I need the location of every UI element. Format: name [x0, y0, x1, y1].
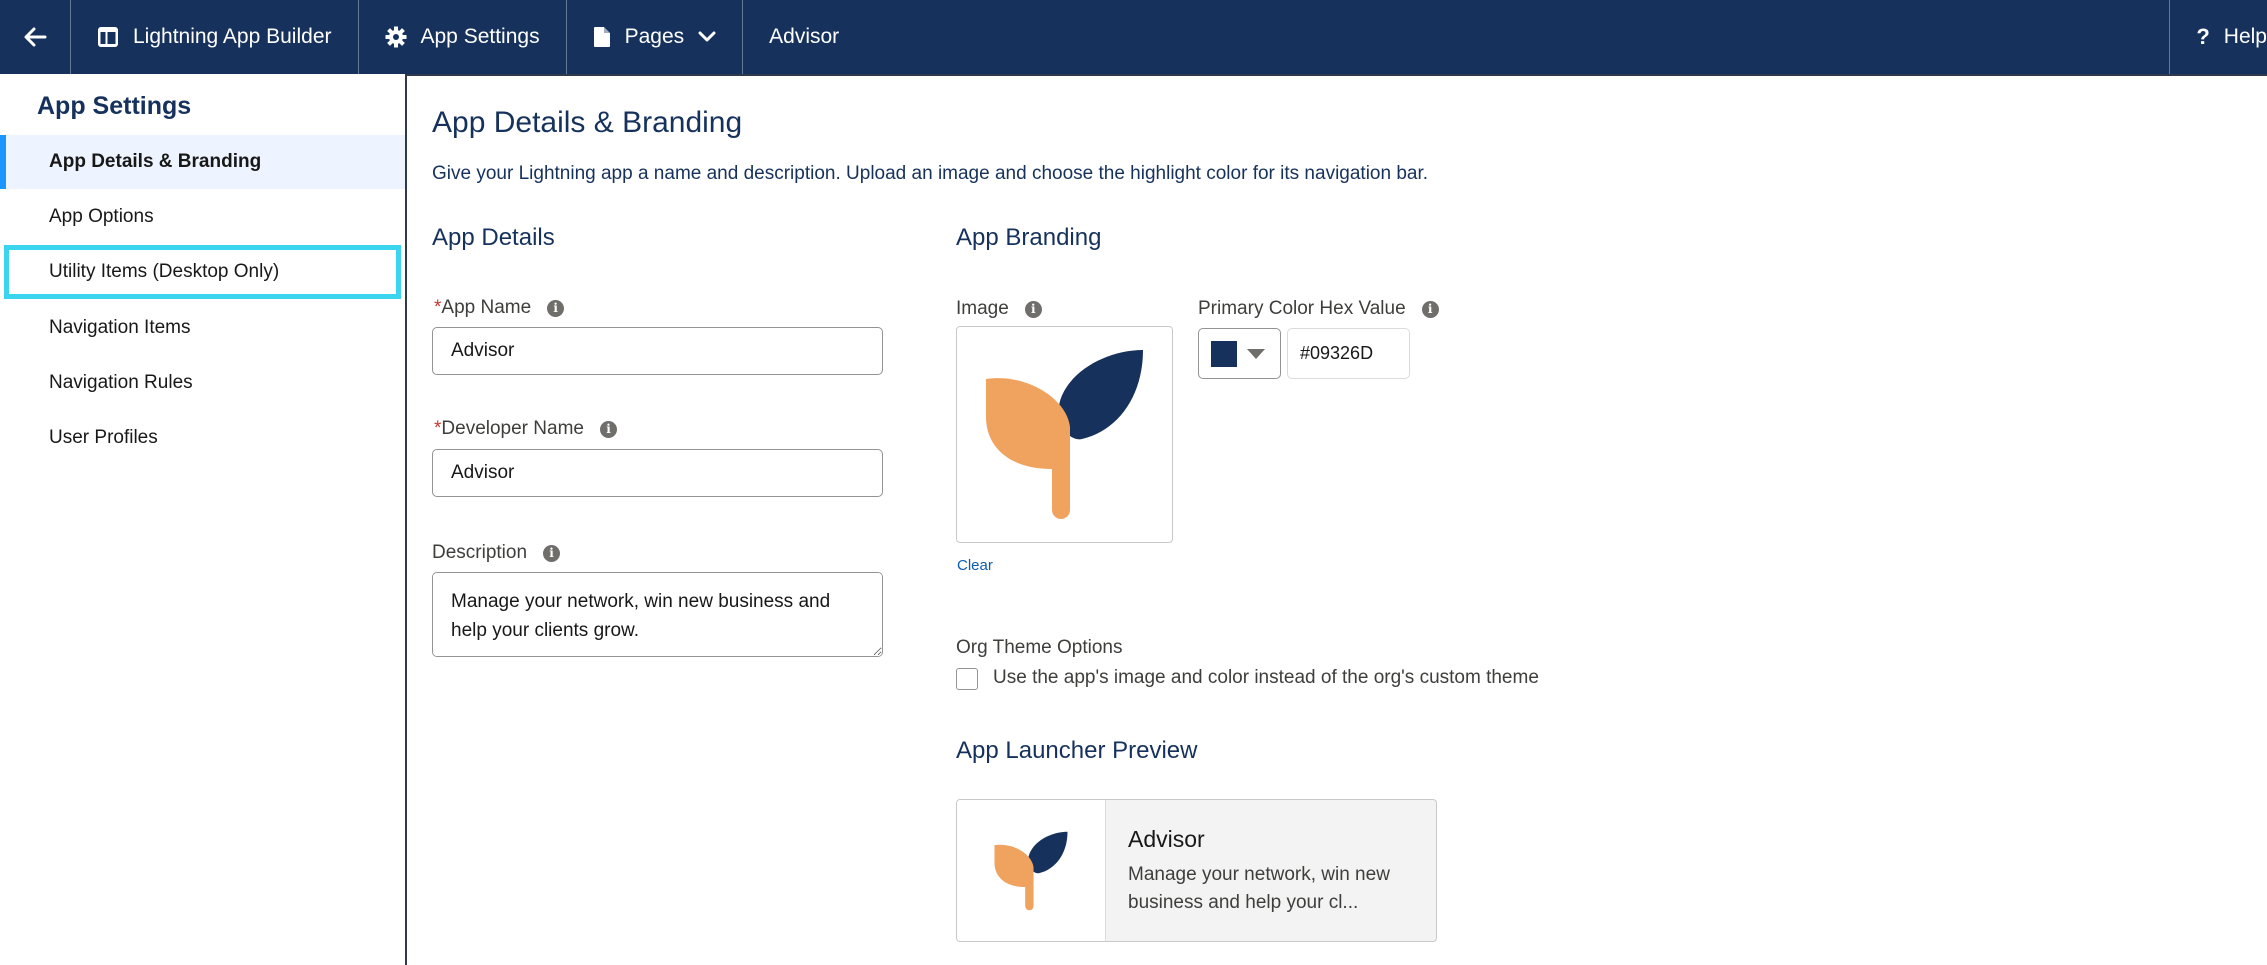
- description-label: [432, 542, 560, 564]
- app-launcher-preview-card: [956, 799, 1437, 942]
- preview-title: Advisor: [1128, 826, 1205, 852]
- pages-menu[interactable]: [567, 0, 744, 74]
- sidebar-item-navigation-items[interactable]: Navigation Items: [49, 317, 191, 338]
- description-textarea[interactable]: [432, 572, 883, 657]
- required-asterisk: *: [434, 418, 442, 439]
- color-swatch: [1211, 341, 1237, 367]
- main-panel: [405, 74, 2267, 965]
- sidebar-item-app-details-branding[interactable]: App Details & Branding: [0, 135, 405, 189]
- logo-light-leaf: [986, 378, 1070, 519]
- advisor-logo-icon: [981, 821, 1081, 921]
- help-label: Help: [2223, 25, 2267, 48]
- description-label-text: Description: [432, 542, 528, 563]
- preview-image: [957, 800, 1106, 941]
- info-icon[interactable]: i: [1025, 301, 1042, 318]
- org-theme-checkbox-label: Use the app's image and color instead of the org's custom theme: [993, 667, 1539, 688]
- developer-name-label-text: Developer Name: [441, 418, 584, 439]
- caret-down-icon: [1247, 349, 1265, 359]
- chevron-down-icon: [698, 31, 716, 43]
- image-label: [956, 298, 1042, 320]
- required-asterisk: *: [434, 297, 442, 318]
- primary-color-label: [1198, 298, 1439, 320]
- sidebar-item-utility-items[interactable]: Utility Items (Desktop Only): [4, 245, 401, 299]
- sidebar-item-navigation-rules[interactable]: Navigation Rules: [49, 372, 193, 393]
- info-icon[interactable]: i: [547, 300, 564, 317]
- color-picker-button[interactable]: [1198, 328, 1281, 379]
- question-icon: ?: [2196, 24, 2210, 49]
- app-builder-icon: [97, 26, 119, 48]
- app-settings-label: App Settings: [420, 25, 540, 48]
- page-description: Give your Lightning app a name and description. Upload an image and choose the highlight color for its navigation bar.: [432, 163, 1429, 184]
- page-title: App Details & Branding: [432, 106, 743, 139]
- info-icon[interactable]: i: [1422, 301, 1439, 318]
- app-name-label: [434, 297, 564, 319]
- advisor-logo-image: [957, 327, 1172, 542]
- info-icon[interactable]: i: [543, 545, 560, 562]
- app-name-title: [743, 0, 865, 74]
- page-icon: [593, 26, 611, 48]
- pages-label: Pages: [624, 25, 685, 48]
- app-name-title-label: Advisor: [769, 25, 840, 48]
- info-icon[interactable]: i: [600, 421, 617, 438]
- sidebar-item-app-options[interactable]: App Options: [49, 206, 154, 227]
- app-branding-heading: App Branding: [956, 224, 1102, 251]
- app-name-label-text: App Name: [441, 297, 532, 318]
- top-bar: [0, 0, 2267, 74]
- lightning-app-builder-label: Lightning App Builder: [133, 25, 332, 48]
- arrow-left-icon: [23, 26, 47, 48]
- app-launcher-preview-heading: App Launcher Preview: [956, 737, 1198, 764]
- preview-description: Manage your network, win new business and help your cl...: [1128, 864, 1390, 913]
- back-button[interactable]: [0, 0, 71, 74]
- org-theme-label: Org Theme Options: [956, 637, 1123, 658]
- sidebar-heading: App Settings: [37, 92, 192, 120]
- primary-color-label-text: Primary Color Hex Value: [1198, 298, 1406, 319]
- clear-image-link[interactable]: Clear: [957, 557, 993, 574]
- help-button[interactable]: [2169, 0, 2267, 74]
- app-name-input[interactable]: [432, 327, 883, 375]
- lightning-app-builder-link[interactable]: [71, 0, 359, 74]
- preview-text: [1106, 800, 1428, 941]
- app-settings-sidebar: [0, 74, 405, 965]
- image-label-text: Image: [956, 298, 1009, 319]
- sidebar-item-user-profiles[interactable]: User Profiles: [49, 427, 158, 448]
- app-image-uploader[interactable]: [956, 326, 1173, 543]
- gear-icon: [385, 26, 407, 48]
- developer-name-input[interactable]: [432, 449, 883, 497]
- developer-name-label: [434, 418, 617, 440]
- app-details-heading: App Details: [432, 224, 555, 251]
- primary-color-hex-input[interactable]: [1287, 328, 1410, 379]
- app-settings-tab[interactable]: [359, 0, 567, 74]
- org-theme-checkbox[interactable]: [956, 668, 978, 690]
- logo-dark-leaf: [1059, 350, 1143, 439]
